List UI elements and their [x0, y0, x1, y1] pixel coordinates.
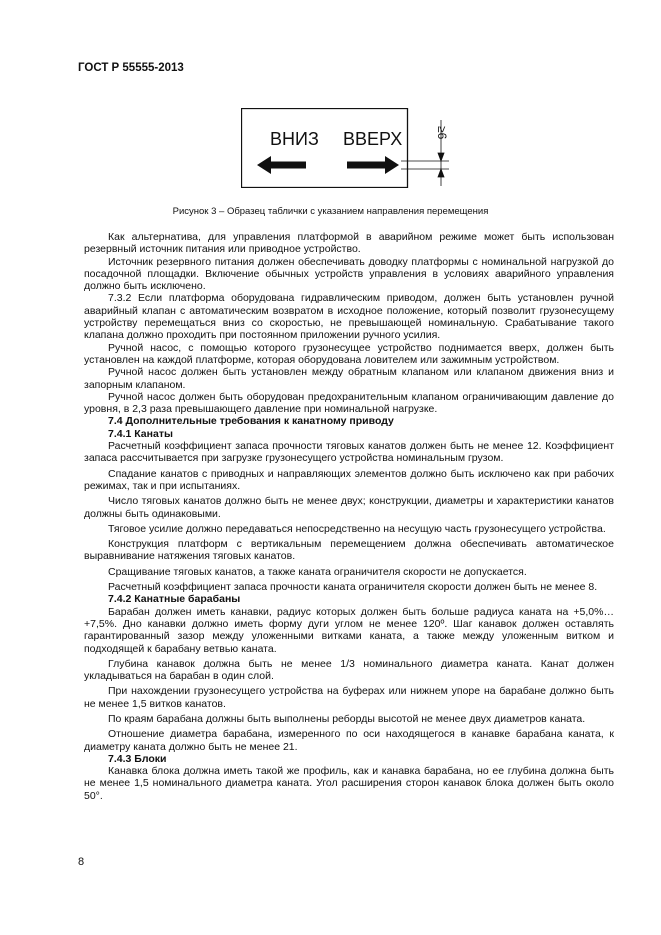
document-header: ГОСТ Р 55555-2013: [78, 62, 184, 74]
paragraph: Число тяговых канатов должно быть не менее двух; конструкции, диаметры и характеристики канатов должны быть одинаковыми.: [84, 495, 614, 520]
label-up: ВВЕРХ: [343, 129, 403, 149]
paragraph: Тяговое усилие должно передаваться непосредственно на несущую часть грузонесущего устройства.: [108, 522, 606, 535]
paragraph: Расчетный коэффициент запаса прочности тяговых канатов должен быть не менее 12. Коэффициент запаса рассчитывается при загрузке грузонесущего устройства номинальным грузом.: [84, 440, 614, 465]
subsection-heading: 7.4.3 Блоки: [108, 752, 167, 765]
dimension-label: ≥6: [435, 126, 449, 140]
paragraph: Канавка блока должна иметь такой же профиль, как и канавка барабана, но ее глубина должна быть не менее 1,5 номинального диаметра каната. Угол расширения сторон канавок блока должен быть около 50°.: [84, 765, 614, 802]
paragraph: Как альтернатива, для управления платформой в аварийном режиме может быть использован резервный источник питания или приводное устройство.: [84, 231, 614, 256]
paragraph: Ручной насос должен быть оборудован предохранительным клапаном ограничивающим давление до уровня, в 2,3 раза превышающего давление при номинальной нагрузке.: [84, 390, 614, 416]
subsection-heading: 7.4.1 Канаты: [108, 427, 173, 440]
figure-caption: Рисунок 3 – Образец таблички с указанием направления перемещения: [172, 206, 489, 217]
label-down: ВНИЗ: [270, 129, 319, 149]
paragraph: Спадание канатов с приводных и направляющих элементов должно быть исключено как при рабочих режимах, так и при испытаниях.: [84, 467, 614, 492]
section-heading: 7.4 Дополнительные требования к канатному приводу: [108, 415, 394, 428]
subsection-heading: 7.4.2 Канатные барабаны: [108, 593, 241, 606]
direction-sign-figure: [241, 108, 451, 188]
paragraph: Глубина канавок должна быть не менее 1/3 номинального диаметра каната. Канат должен укладываться на барабан в один слой.: [84, 657, 614, 683]
paragraph: Барабан должен иметь канавки, радиус которых должен быть больше радиуса каната на +5,0%…+7,5%. Дно канавки должно иметь форму дуги углом не менее 120º. Шаг канавок должен оставлять гарантированный зазор между уложенными витками каната, а также между уложенным витком и подходящей к барабану ветвью каната.: [84, 605, 614, 655]
paragraph: По краям барабана должны быть выполнены реборды высотой не менее двух диаметров каната.: [108, 712, 586, 725]
paragraph: 7.3.2 Если платформа оборудована гидравлическим приводом, должен быть установлен ручной аварийный клапан с автоматическим возвратом в исходное положение, который позволит грузонесущему устройству перемещаться вниз со скоростью, не превышающей номинальную. Срабатывание такого клапана должно проходить при постоянном приложении ручного усилия.: [84, 292, 614, 342]
body-text: [84, 231, 614, 802]
paragraph: При нахождении грузонесущего устройства на буферах или нижнем упоре на барабане должно быть не менее 1,5 витков канатов.: [84, 685, 614, 710]
paragraph: Ручной насос должен быть установлен между обратным клапаном или клапаном движения вниз и запорным клапаном.: [84, 366, 614, 391]
paragraph: Сращивание тяговых канатов, а также каната ограничителя скорости не допускается.: [108, 565, 527, 578]
paragraph: Отношение диаметра барабана, измеренного по оси находящегося в канавке барабана каната, к диаметру каната должно быть не менее 21.: [84, 728, 614, 753]
paragraph: Конструкция платформ с вертикальным перемещением должна обеспечивать автоматическое выравнивание натяжения тяговых канатов.: [84, 538, 614, 563]
paragraph: Расчетный коэффициент запаса прочности каната ограничителя скорости должен быть не менее 8.: [108, 581, 598, 594]
paragraph: Источник резервного питания должен обеспечивать доводку платформы с номинальной нагрузкой до посадочной площадки. Включение обычных устройств управления в условиях аварийного управления должно быть исключено.: [84, 255, 614, 293]
paragraph: Ручной насос, с помощью которого грузонесущее устройство поднимается вверх, должен быть установлен на каждой платформе, которая оборудована ловителем или зажимным устройством.: [84, 341, 614, 366]
page-number: 8: [78, 856, 85, 868]
